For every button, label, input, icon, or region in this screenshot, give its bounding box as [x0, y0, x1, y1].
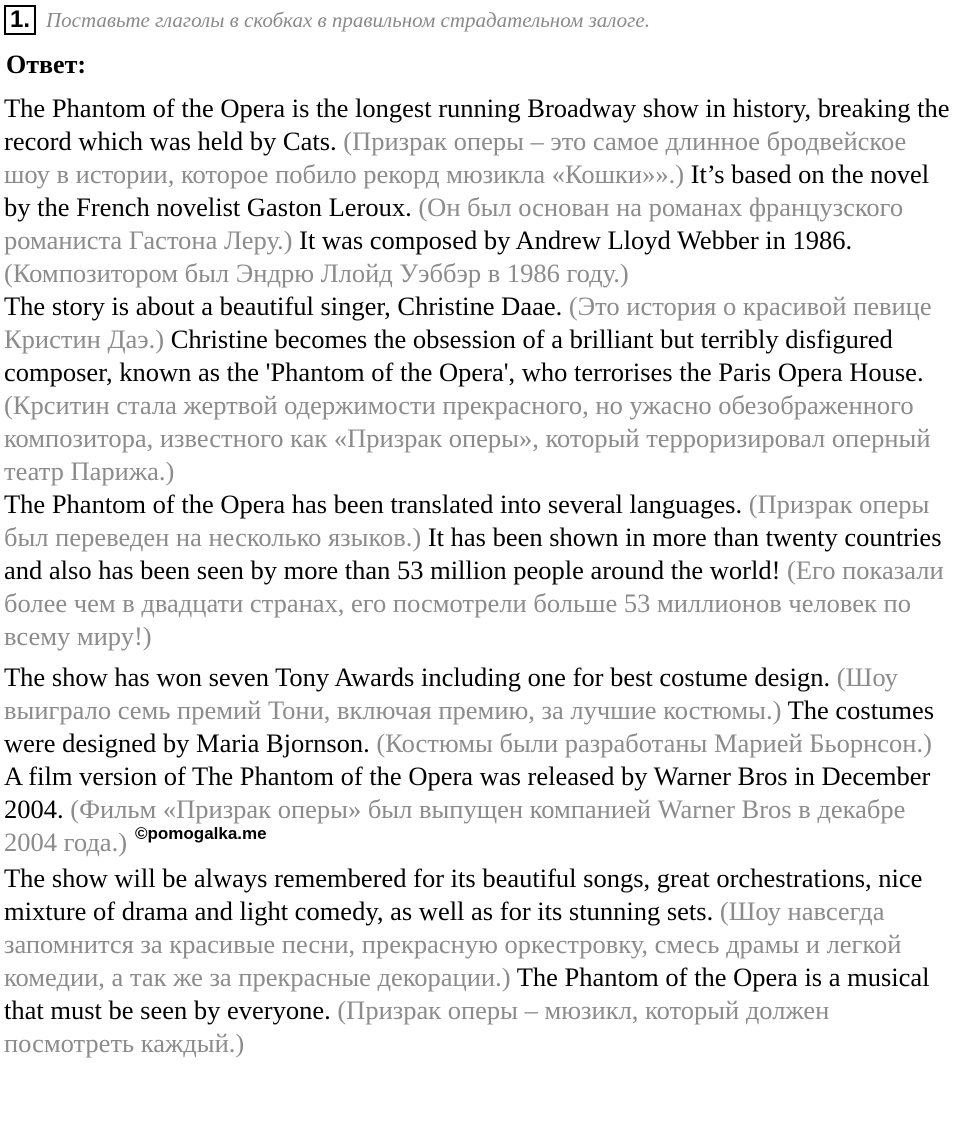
answer-paragraph	[4, 92, 958, 290]
answer-text	[4, 92, 958, 1060]
english-sentence: A film version of The Phantom of the Opera was released by Warner Bros in December 2004.	[4, 761, 931, 824]
russian-translation: (Он был основан на романах французского романиста Гастона Леру.)	[4, 192, 904, 255]
answer-label: Ответ:	[6, 50, 87, 79]
english-sentence: It was composed by Andrew Lloyd Webber in 1986.	[299, 225, 853, 255]
answer-paragraph	[4, 760, 958, 862]
english-sentence: The Phantom of the Opera is a musical that must be seen by everyone.	[4, 962, 930, 1025]
answer-paragraph	[4, 290, 958, 488]
russian-translation: (Композитором был Эндрю Ллойд Уэббэр в 1986 году.)	[4, 258, 629, 288]
task-header	[4, 4, 650, 36]
english-sentence: Christine becomes the obsession of a brilliant but terribly disfigured composer, known as the 'Phantom of the Opera', who terrorises the Paris Opera House.	[4, 324, 924, 387]
english-sentence: The Phantom of the Opera is the longest running Broadway show in history, breaking the record which was held by Cats.	[4, 93, 950, 156]
watermark: ©pomogalka.me	[135, 824, 267, 843]
russian-translation: (Шоу выиграло семь премий Тони, включая премию, за лучшие костюмы.)	[4, 662, 898, 725]
answer-paragraph	[4, 862, 958, 1060]
russian-translation: (Шоу навсегда запомнится за красивые песни, прекрасную оркестровку, смесь драмы и легкой комедии, а так же за прекрасные декорации.)	[4, 896, 902, 992]
english-sentence: The show will be always remembered for its beautiful songs, great orchestrations, nice mixture of drama and light comedy, as well as for its stunning sets.	[4, 863, 923, 926]
task-number-badge: 1.	[4, 5, 36, 35]
english-sentence: The costumes were designed by Maria Bjornson.	[4, 695, 935, 758]
answer-paragraph	[4, 661, 958, 760]
answer-paragraph	[4, 488, 958, 653]
russian-translation: (Призрак оперы – мюзикл, который должен посмотреть каждый.)	[4, 995, 830, 1058]
english-sentence: The story is about a beautiful singer, Christine Daae.	[4, 291, 569, 321]
russian-translation: (Это история о красивой певице Кристин Даэ.)	[4, 291, 932, 354]
russian-translation: (Костюмы были разработаны Марией Бьорнсон.)	[376, 728, 932, 758]
russian-translation: (Крситин стала жертвой одержимости прекрасного, но ужасно обезображенного композитора, известного как «Призрак оперы», который терроризировал оперный театр Парижа.)	[4, 390, 931, 486]
english-sentence: The show has won seven Tony Awards including one for best costume design.	[4, 662, 837, 692]
english-sentence: The Phantom of the Opera has been translated into several languages.	[4, 489, 749, 519]
english-sentence: It’s based on the novel by the French novelist Gaston Leroux.	[4, 159, 930, 222]
russian-translation: (Призрак оперы – это самое длинное бродвейское шоу в истории, которое побило рекорд мюзикла «Кошки»».)	[4, 126, 907, 189]
russian-translation: (Фильм «Призрак оперы» был выпущен компанией Warner Bros в декабре 2004 года.)	[4, 794, 906, 857]
task-instruction: Поставьте глаголы в скобках в правильном страдательном залоге.	[46, 7, 650, 32]
russian-translation: (Его показали более чем в двадцати странах, его посмотрели больше 53 миллионов человек по всему миру!)	[4, 555, 944, 651]
russian-translation: (Призрак оперы был переведен на несколько языков.)	[4, 489, 930, 552]
english-sentence: It has been shown in more than twenty countries and also has been seen by more than 53 million people around the world!	[4, 522, 942, 585]
